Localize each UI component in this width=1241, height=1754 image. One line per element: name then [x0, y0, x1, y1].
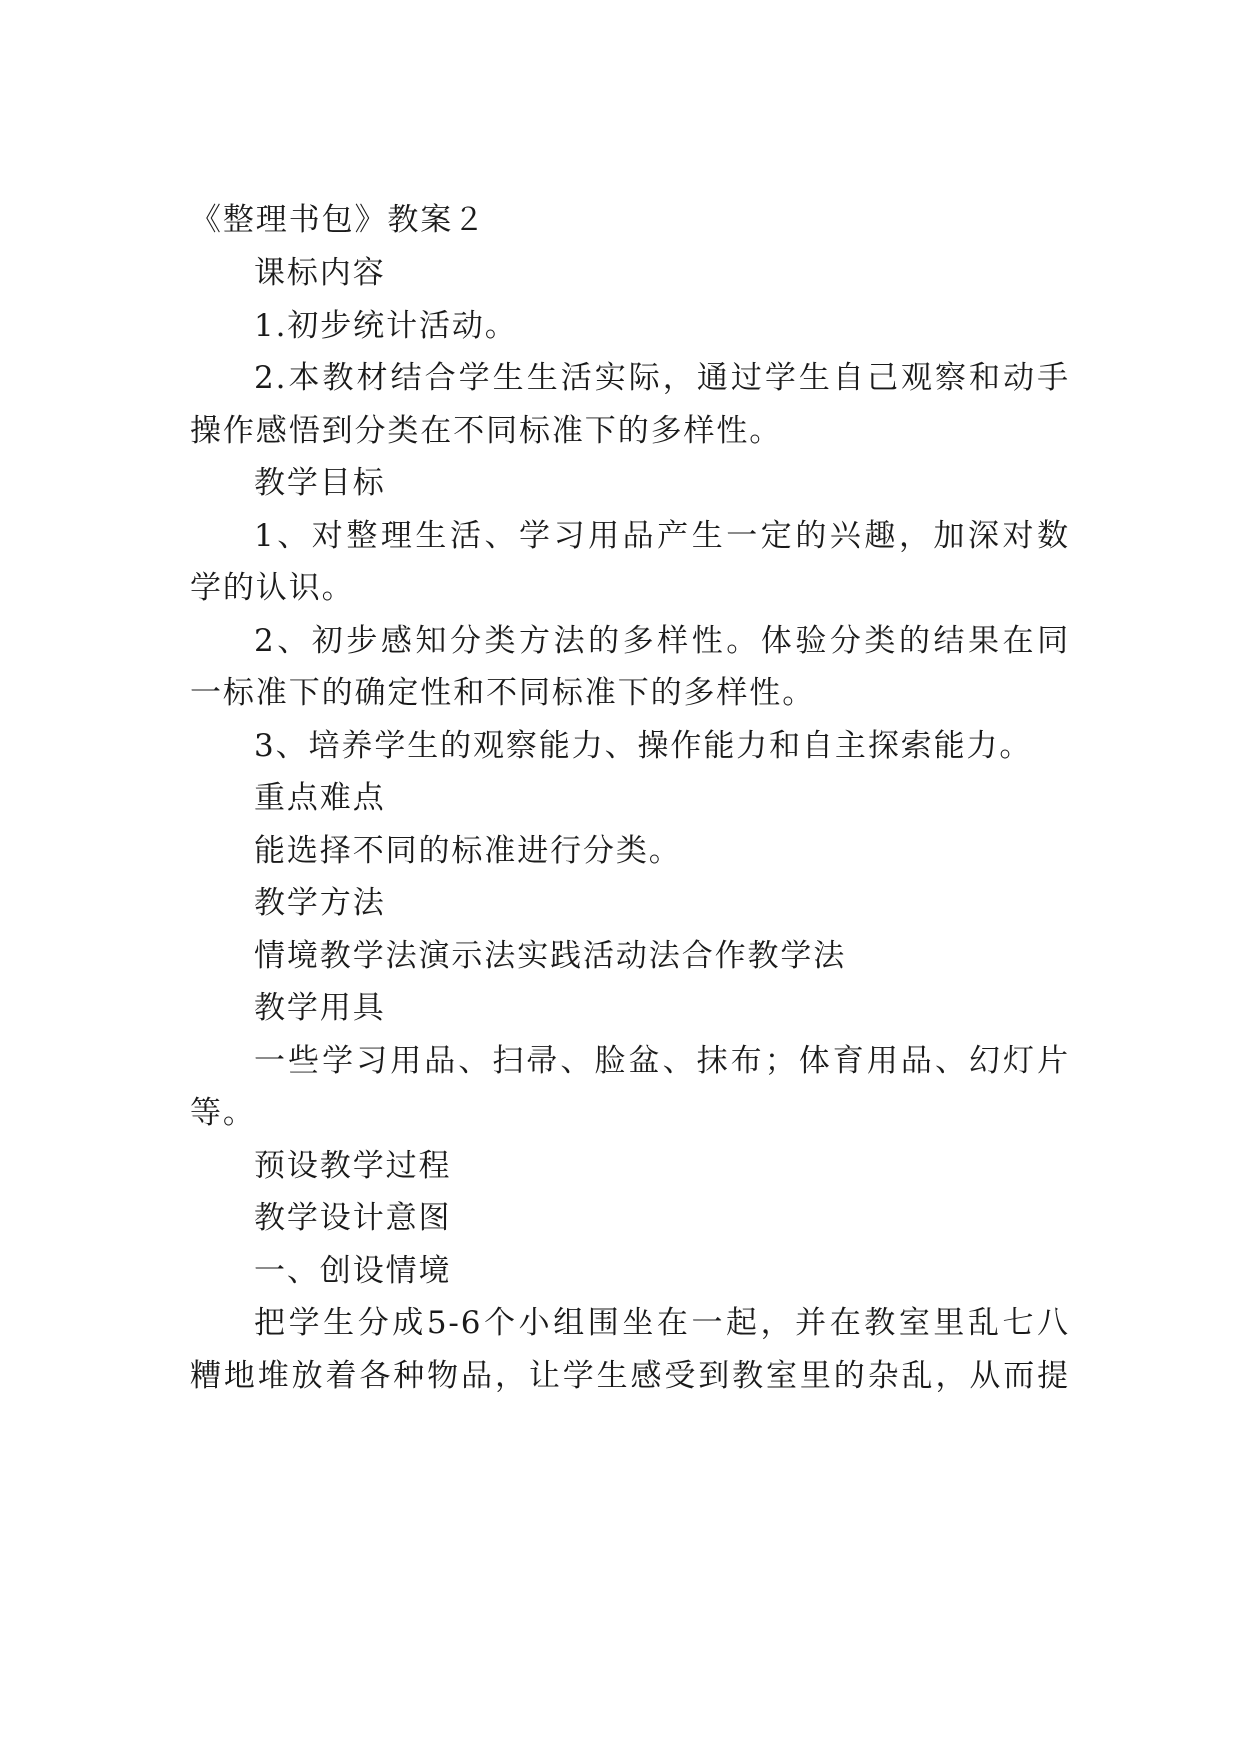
- paragraph-line: 一些学习用品、扫帚、脸盆、抹布；体育用品、幻灯片: [254, 1043, 1070, 1079]
- section-heading: 一、创设情境: [254, 1253, 452, 1289]
- paragraph-line: 1、对整理生活、学习用品产生一定的兴趣，加深对数: [254, 518, 1070, 554]
- paragraph-line: 糟地堆放着各种物品，让学生感受到教室里的杂乱，从而提: [190, 1358, 1070, 1394]
- section-heading: 教学方法: [254, 885, 386, 921]
- section-heading: 教学用具: [254, 990, 386, 1026]
- section-heading: 课标内容: [254, 255, 386, 291]
- paragraph-line: 3、培养学生的观察能力、操作能力和自主探索能力。: [254, 728, 1033, 764]
- document-title: 《整理书包》教案２: [190, 202, 487, 238]
- section-heading: 教学目标: [254, 465, 386, 501]
- paragraph-line: 情境教学法演示法实践活动法合作教学法: [254, 938, 847, 974]
- section-heading: 重点难点: [254, 780, 386, 816]
- paragraph-line: 等。: [190, 1095, 256, 1131]
- section-heading: 预设教学过程: [254, 1148, 452, 1184]
- paragraph-line: 把学生分成5-6个小组围坐在一起，并在教室里乱七八: [254, 1305, 1070, 1341]
- paragraph-line: 学的认识。: [190, 570, 355, 606]
- paragraph-line: 2、初步感知分类方法的多样性。体验分类的结果在同: [254, 623, 1070, 659]
- paragraph-line: 一标准下的确定性和不同标准下的多样性。: [190, 675, 816, 711]
- paragraph-line: 能选择不同的标准进行分类。: [254, 833, 682, 869]
- paragraph-line: 操作感悟到分类在不同标准下的多样性。: [190, 413, 783, 449]
- paragraph-line: 1.初步统计活动。: [254, 308, 518, 344]
- section-heading: 教学设计意图: [254, 1200, 452, 1236]
- paragraph-line: 2.本教材结合学生生活实际，通过学生自己观察和动手: [254, 360, 1070, 396]
